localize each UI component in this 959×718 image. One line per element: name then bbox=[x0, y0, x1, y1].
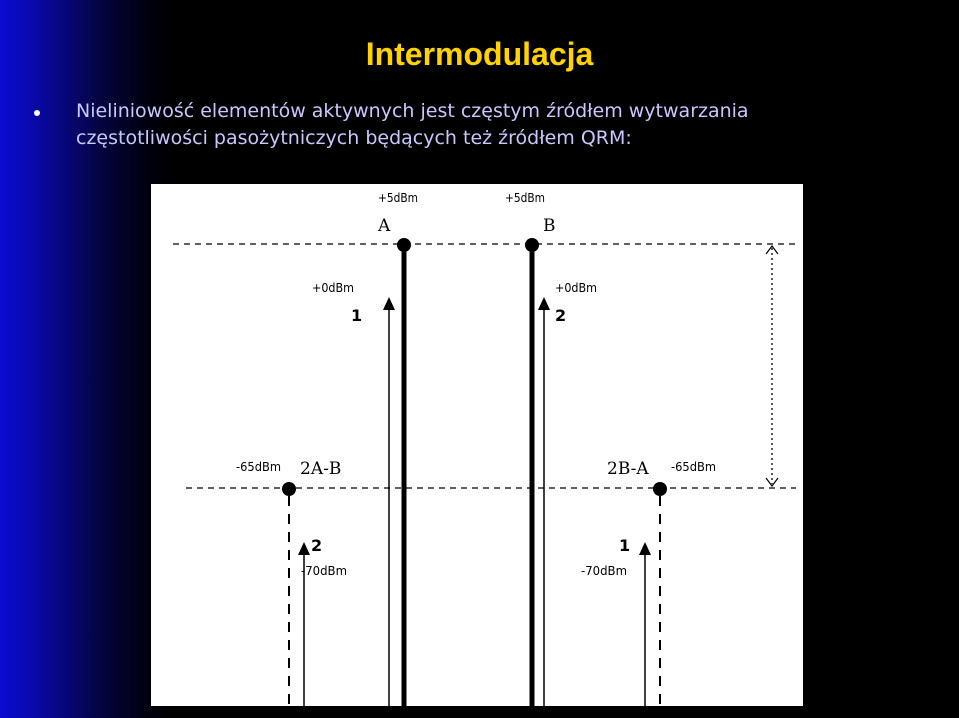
intermodulation-diagram bbox=[151, 184, 803, 706]
bullet-text-line1: Nieliniowość elementów aktywnych jest częstym źródłem wytwarzania bbox=[76, 100, 749, 122]
tone-2-arrow-icon bbox=[538, 297, 550, 310]
tone-1-label: 1 bbox=[351, 306, 363, 325]
product-2b-a-label: 2B-A bbox=[607, 459, 649, 479]
product-2b-a-level: -65dBm bbox=[671, 460, 716, 474]
signal-b-label: B bbox=[543, 216, 556, 236]
product-2b-a-dot bbox=[653, 482, 667, 496]
product-tone-2-level: -70dBm bbox=[301, 564, 347, 578]
product-2a-b-level: -65dBm bbox=[236, 460, 281, 474]
tone-1-arrow-icon bbox=[383, 297, 395, 310]
signal-a-level: +5dBm bbox=[378, 191, 418, 205]
signal-a-dot bbox=[397, 238, 411, 252]
product-2a-b-label: 2A-B bbox=[300, 459, 342, 479]
diagram-canvas bbox=[151, 184, 803, 706]
product-tone-2-label: 2 bbox=[311, 536, 323, 555]
tone-2-label: 2 bbox=[555, 306, 567, 325]
bullet-point bbox=[44, 98, 924, 152]
product-tone-2-arrow-icon bbox=[298, 542, 310, 555]
tone-2-level: +0dBm bbox=[555, 281, 597, 295]
bullet-dot-icon bbox=[34, 110, 40, 116]
product-tone-1-arrow-icon bbox=[639, 542, 651, 555]
slide-title-text: Intermodulacja bbox=[365, 36, 594, 72]
bullet-text-line2: częstotliwości pasożytniczych będących też źródłem QRM: bbox=[76, 127, 632, 149]
slide-title bbox=[0, 36, 959, 73]
signal-b-dot bbox=[525, 238, 539, 252]
product-tone-1-level: -70dBm bbox=[581, 564, 627, 578]
product-tone-1-label: 1 bbox=[619, 536, 631, 555]
product-2a-b-dot bbox=[282, 482, 296, 496]
tone-1-level: +0dBm bbox=[312, 281, 354, 295]
signal-b-level: +5dBm bbox=[505, 191, 545, 205]
signal-a-label: A bbox=[378, 216, 391, 236]
